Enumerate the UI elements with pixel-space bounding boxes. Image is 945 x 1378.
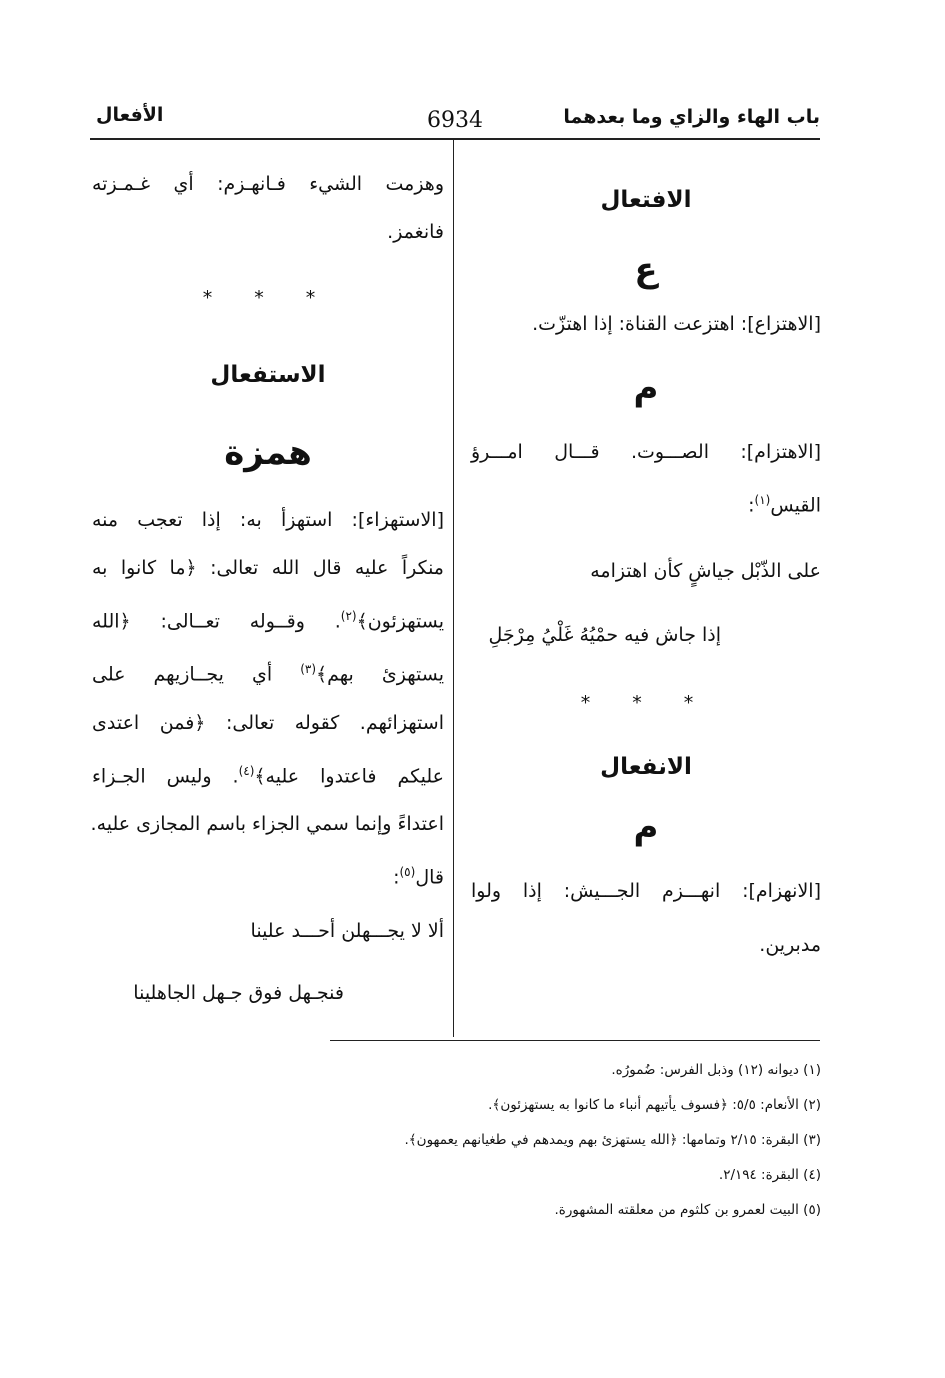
left-verse-line2: فنجـهل فوق جـهل الجاهلينا — [133, 982, 344, 1005]
section-title: الأفعال — [96, 104, 164, 126]
verse-line1: على الذّبْل جياشٍ كأن اهتزامه — [590, 560, 821, 583]
page-header — [90, 98, 820, 138]
istihza-line1: [الاستهزاء]: استهزأ به: إذا تعجب منه — [92, 509, 444, 531]
entry-inhizam-line1: [الانهزام]: انهـــزم الجـــيش: إذا ولوا — [471, 880, 821, 903]
entry-ihtizam-line1: [الاهتزام]: الصـــوت. قـــال امـــرؤ — [471, 441, 821, 463]
istihza-line3: يستهزئون﴾$^{(٢)}$. وقــوله تعــالى: ﴿الله — [92, 609, 444, 633]
hazamtu-line1: وهزمت الشيء فـانهـزم: أي غـمـزته — [92, 173, 444, 195]
stars-separator-left: * * * — [202, 287, 334, 309]
footnotes — [221, 1053, 821, 1228]
footnote-5: (٥) البيت لعمرو بن كلثوم من معلقته المشهورة. — [554, 1202, 821, 1218]
hazamtu-line2: فانغمز. — [387, 221, 444, 243]
letter-hamza: همزة — [224, 433, 312, 473]
footnote-3: (٣) البقرة: ٢/١٥ وتمامها: ﴿الله يستهزئ بهم ويمدهم في طغيانهم يعمهون﴾. — [404, 1132, 821, 1148]
chapter-title: باب الهاء والزاي وما بعدهما — [563, 106, 820, 128]
footnote-4: (٤) البقرة: ٢/١٩٤. — [718, 1167, 821, 1183]
page-number: 6934 — [427, 108, 483, 133]
left-verse-line1: ألا لا يجـــهلن أحـــد علينا — [250, 920, 444, 943]
column-divider — [453, 140, 454, 1037]
entry-ihtizam-line2: القيس$^{(١)}$: — [748, 493, 821, 517]
stars-separator: * * * — [580, 692, 712, 715]
heading-iftial: الافتعال — [600, 187, 692, 213]
right-column — [471, 160, 821, 969]
letter-ayn: ع — [634, 250, 658, 290]
istihza-line2: منكراً عليه قال الله تعالى: ﴿ما كانوا به — [92, 557, 444, 579]
entry-ihtizaz: [الاهتزاع]: اهتزعت القناة: إذا اهتزّت. — [532, 313, 821, 335]
heading-infial: الانفعال — [600, 754, 692, 781]
heading-istifal: الاستفعال — [210, 362, 326, 388]
istihza-line5: استهزائهم. كقوله تعالى: ﴿فمن اعتدى — [92, 711, 444, 734]
footnote-2: (٢) الأنعام: ٥/٥: ﴿فسوف يأتيهم أنباء ما كانوا به يستهزئون﴾. — [488, 1097, 821, 1113]
verse-line2: إذا جاش فيه حمْيُهُ غَلْيُ مِرْجَلِ — [488, 624, 721, 647]
letter-mim: م — [633, 368, 659, 408]
istihza-line4: يستهزئ بهم﴾$^{(٣)}$ أي يجــازيهم على — [92, 662, 444, 686]
footnote-1: (١) ديوانه (١٢) وذبل الفرس: ضُمورُه. — [611, 1062, 821, 1078]
istihza-line7: اعتداءً وإنما سمي الجزاء باسم المجازى عليه. — [90, 812, 444, 835]
header-rule — [90, 138, 820, 140]
istihza-line8: قال$^{(٥)}$: — [393, 864, 444, 889]
letter-mim-2: م — [633, 807, 659, 848]
left-column — [92, 160, 444, 1017]
footnote-rule — [330, 1040, 820, 1041]
istihza-line6: عليكم فاعتدوا عليه﴾$^{(٤)}$. وليس الجـزاء — [92, 763, 444, 787]
entry-inhizam-line2: مدبرين. — [759, 934, 821, 957]
